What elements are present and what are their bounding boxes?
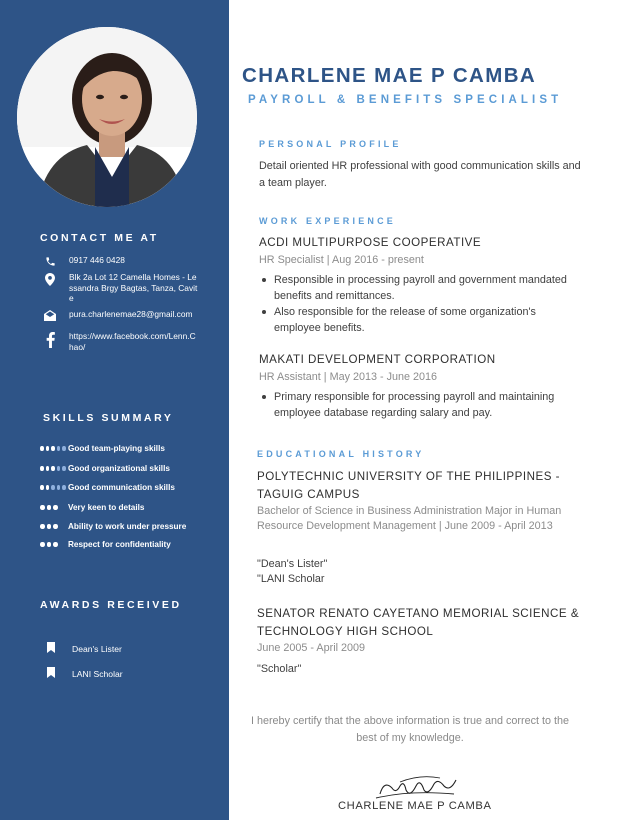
skill-rating bbox=[40, 524, 66, 529]
signature-name: CHARLENE MAE P CAMBA bbox=[338, 800, 492, 812]
rating-dot bbox=[47, 505, 52, 510]
skill-rating bbox=[40, 446, 66, 451]
rating-dot bbox=[40, 485, 44, 490]
skill-item bbox=[40, 444, 165, 453]
rating-dot bbox=[40, 505, 45, 510]
job-bullets bbox=[259, 389, 574, 421]
skills-heading: SKILLS SUMMARY bbox=[43, 412, 174, 424]
school-note: "Scholar" bbox=[257, 663, 302, 675]
award-label: Dean's Lister bbox=[72, 644, 122, 654]
rating-dot bbox=[57, 485, 61, 490]
contact-heading: CONTACT ME AT bbox=[40, 232, 159, 244]
contact-phone bbox=[40, 255, 200, 267]
bookmark-icon bbox=[47, 640, 55, 658]
contact-address bbox=[40, 272, 200, 304]
location-pin-icon bbox=[40, 272, 60, 286]
job-title: PAYROLL & BENEFITS SPECIALIST bbox=[248, 94, 563, 106]
rating-dot bbox=[62, 446, 66, 451]
candidate-name: CHARLENE MAE P CAMBA bbox=[242, 64, 537, 87]
profile-text: Detail oriented HR professional with good communication skills and a team player. bbox=[259, 160, 581, 189]
mail-icon bbox=[40, 309, 60, 321]
sidebar bbox=[0, 0, 229, 820]
school-detail: June 2005 - April 2009 bbox=[257, 642, 366, 654]
award-label: LANI Scholar bbox=[72, 669, 123, 679]
contact-facebook[interactable] bbox=[40, 331, 200, 352]
school-note: "Dean's Lister" bbox=[257, 558, 328, 570]
skill-label: Respect for confidentiality bbox=[68, 540, 171, 549]
rating-dot bbox=[51, 466, 55, 471]
skill-label: Ability to work under pressure bbox=[68, 522, 187, 531]
email-text[interactable]: pura.charlenemae28@gmail.com bbox=[69, 309, 193, 319]
job-bullet: Responsible in processing payroll and government mandated benefits and remittances. bbox=[259, 272, 579, 304]
school-note: "LANI Scholar bbox=[257, 573, 325, 585]
skill-rating bbox=[40, 542, 66, 547]
skill-rating bbox=[40, 485, 66, 490]
phone-text: 0917 446 0428 bbox=[69, 255, 125, 265]
facebook-text[interactable]: https://www.facebook.com/Lenn.Chao/ bbox=[69, 331, 196, 352]
experience-heading: WORK EXPERIENCE bbox=[259, 216, 397, 226]
rating-dot bbox=[57, 446, 61, 451]
rating-dot bbox=[46, 446, 50, 451]
rating-dot bbox=[51, 485, 55, 490]
award-item bbox=[47, 665, 123, 683]
skill-item bbox=[40, 522, 186, 531]
rating-dot bbox=[51, 446, 55, 451]
rating-dot bbox=[40, 466, 44, 471]
handwritten-signature bbox=[370, 772, 460, 802]
skill-rating bbox=[40, 505, 66, 510]
skill-rating bbox=[40, 466, 66, 471]
rating-dot bbox=[46, 466, 50, 471]
job-bullets bbox=[259, 272, 579, 336]
address-text: Blk 2a Lot 12 Camella Homes - Lessandra Brgy Bagtas, Tanza, Cavite bbox=[69, 272, 198, 304]
job-role: HR Specialist | Aug 2016 - present bbox=[259, 254, 424, 266]
skill-item bbox=[40, 483, 175, 492]
profile-photo bbox=[17, 27, 197, 207]
skill-label: Very keen to details bbox=[68, 503, 145, 512]
job-company: MAKATI DEVELOPMENT CORPORATION bbox=[259, 353, 496, 366]
award-item bbox=[47, 640, 122, 658]
rating-dot bbox=[46, 485, 50, 490]
rating-dot bbox=[47, 542, 52, 547]
job-bullet: Primary responsible for processing payroll and maintaining employee database regarding salary and pay. bbox=[259, 389, 574, 421]
rating-dot bbox=[40, 446, 44, 451]
skill-label: Good team-playing skills bbox=[68, 444, 165, 453]
rating-dot bbox=[62, 485, 66, 490]
rating-dot bbox=[53, 542, 58, 547]
skill-item bbox=[40, 540, 171, 549]
skill-label: Good communication skills bbox=[68, 483, 175, 492]
facebook-icon bbox=[40, 331, 60, 348]
rating-dot bbox=[53, 524, 58, 529]
rating-dot bbox=[40, 542, 45, 547]
education-heading: EDUCATIONAL HISTORY bbox=[257, 449, 425, 459]
phone-icon bbox=[40, 255, 60, 267]
skill-item bbox=[40, 464, 170, 473]
bookmark-icon bbox=[47, 665, 55, 683]
skill-item bbox=[40, 503, 144, 512]
profile-heading: PERSONAL PROFILE bbox=[259, 139, 402, 149]
rating-dot bbox=[57, 466, 61, 471]
job-bullet: Also responsible for the release of some organization's employee benefits. bbox=[259, 304, 579, 336]
school-name: SENATOR RENATO CAYETANO MEMORIAL SCIENCE & TECHNOLOGY HIGH SCHOOL bbox=[257, 607, 580, 638]
school-name: POLYTECHNIC UNIVERSITY OF THE PHILIPPINES - TAGUIG CAMPUS bbox=[257, 470, 561, 501]
rating-dot bbox=[47, 524, 52, 529]
contact-email[interactable] bbox=[40, 309, 200, 321]
school-detail: Bachelor of Science in Business Administration Major in Human Resource Development Management | June 2009 - April 2013 bbox=[257, 505, 562, 532]
awards-heading: AWARDS RECEIVED bbox=[40, 599, 182, 611]
rating-dot bbox=[40, 524, 45, 529]
job-company: ACDI MULTIPURPOSE COOPERATIVE bbox=[259, 236, 482, 249]
job-role: HR Assistant | May 2013 - June 2016 bbox=[259, 371, 438, 383]
certification-statement: I hereby certify that the above information is true and correct to the best of my knowledge. bbox=[250, 715, 570, 744]
rating-dot bbox=[53, 505, 58, 510]
skill-label: Good organizational skills bbox=[68, 464, 170, 473]
rating-dot bbox=[62, 466, 66, 471]
